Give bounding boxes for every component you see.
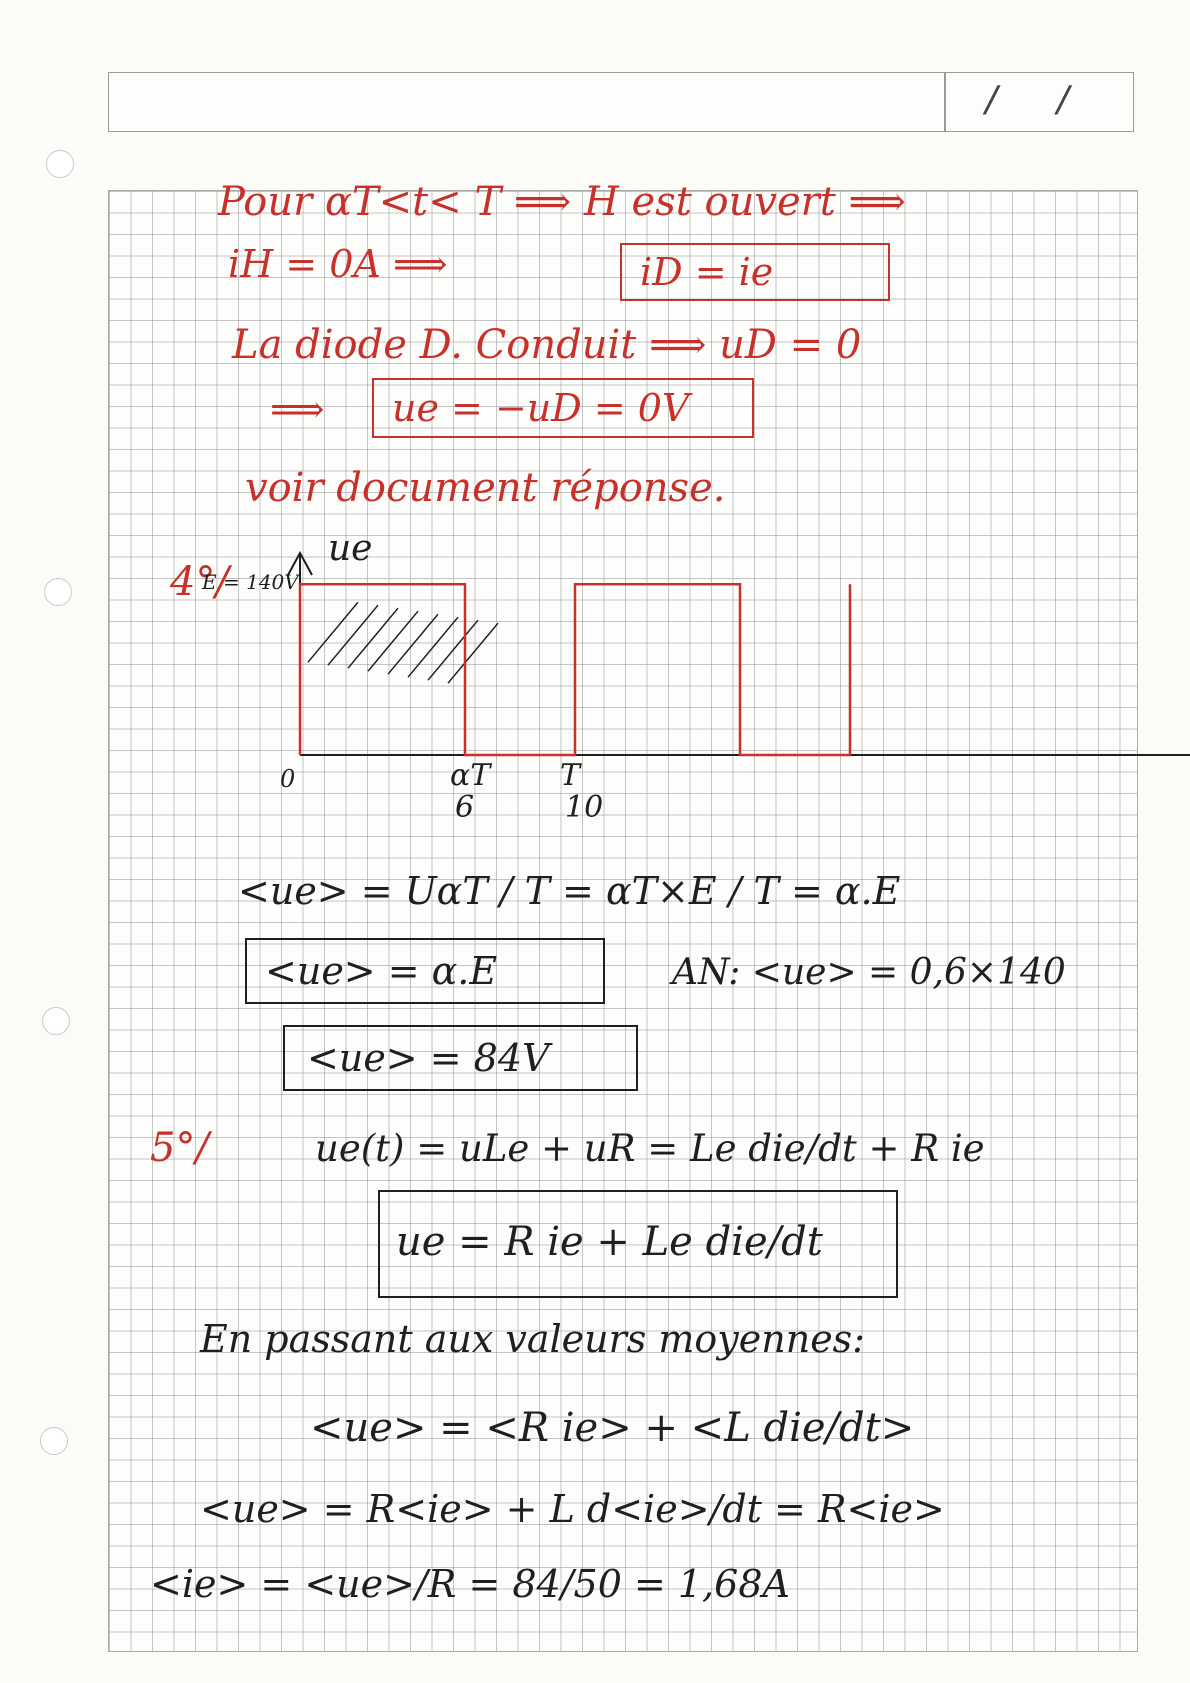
- hatch-line: [428, 620, 478, 680]
- x-tick-label-top: T: [560, 758, 581, 793]
- x-tick-label-bottom: 10: [565, 790, 604, 825]
- ue-series-line: [300, 584, 850, 755]
- hatch-line: [348, 608, 398, 668]
- q5-line-1: ue(t) = uLe + uR = Le die/dt + R ie: [315, 1127, 985, 1170]
- red-line-4-arrow: ⟹: [270, 387, 325, 431]
- hatch-line: [328, 605, 378, 665]
- boxed-result: <ue> = α.E: [265, 949, 498, 993]
- red-line-2-left: iH = 0A ⟹: [228, 242, 448, 286]
- question-5-label: 5°/: [150, 1125, 209, 1171]
- q5-boxed-eq: ue = R ie + Le die/dt: [396, 1219, 823, 1265]
- x-tick-label-bottom: 6: [455, 790, 475, 825]
- hatch-line: [408, 617, 458, 677]
- header-date: / /: [985, 79, 1093, 120]
- chart-marks: [300, 584, 850, 755]
- hatch-line: [448, 623, 498, 683]
- red-line-5: voir document réponse.: [245, 465, 726, 511]
- q5-line-3: <ue> = <R ie> + <L die/dt>: [310, 1405, 915, 1451]
- chart-labels: [201, 528, 1190, 825]
- red-line-1: Pour αT<t< T ⟹ H est ouvert ⟹: [218, 179, 906, 225]
- x-tick-label-top: αT: [450, 758, 491, 793]
- red-line-2-boxed: iD = ie: [640, 250, 774, 294]
- q5-line-5: <ie> = <ue>/R = 84/50 = 1,68A: [150, 1562, 790, 1606]
- application-numerique: AN: <ue> = 0,6×140: [672, 952, 1066, 993]
- hatch-line: [308, 602, 358, 662]
- red-line-3: La diode D. Conduit ⟹ uD = 0: [232, 322, 862, 368]
- red-line-4-boxed: ue = −uD = 0V: [392, 386, 690, 430]
- e-level-label: E = 140V: [202, 570, 299, 595]
- question-4-label: 4°/: [170, 559, 229, 605]
- origin-label: 0: [280, 765, 296, 793]
- y-axis-label: ue: [328, 528, 373, 569]
- boxed-result-box: [245, 938, 605, 1004]
- q5-line-4: <ue> = R<ie> + L d<ie>/dt = R<ie>: [200, 1487, 945, 1531]
- hatch-line: [388, 614, 438, 674]
- boxed-value-box: [283, 1025, 638, 1091]
- hatch-line: [368, 611, 418, 671]
- boxed-value: <ue> = 84V: [307, 1036, 550, 1080]
- avg-formula: <ue> = UαT / T = αT×E / T = α.E: [238, 869, 901, 913]
- q5-line-2: En passant aux valeurs moyennes:: [200, 1317, 865, 1361]
- q5-boxed-eq-box: [378, 1190, 898, 1298]
